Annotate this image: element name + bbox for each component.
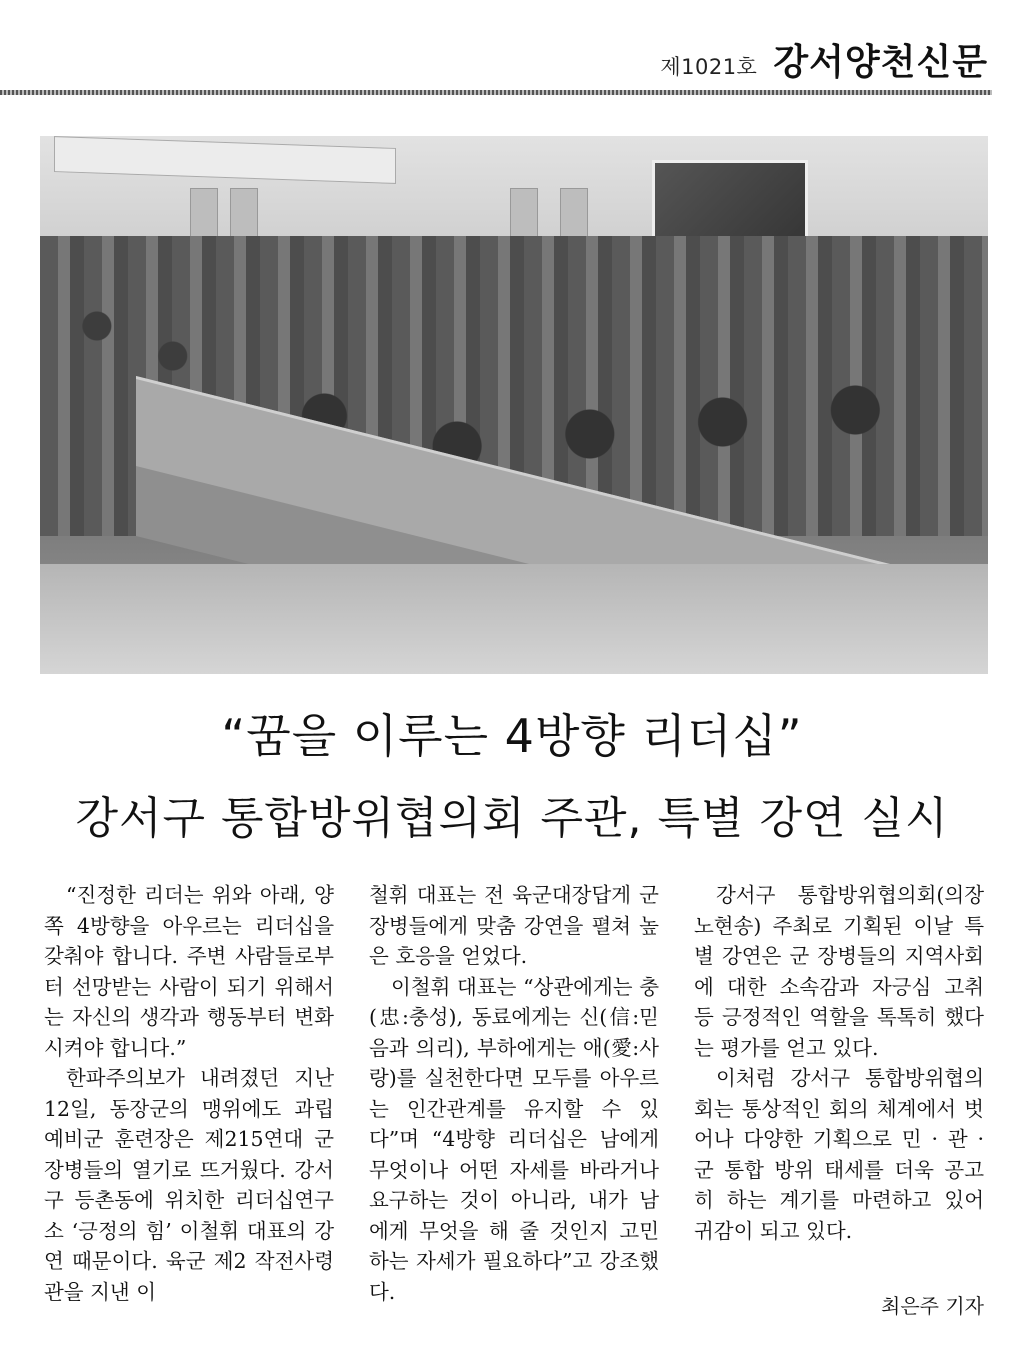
paragraph: 한파주의보가 내려졌던 지난 12일, 동장군의 맹위에도 과립 예비군 훈련장은 제215연대 군장병들의 열기로 뜨거웠다. 강서구 등촌동에 위치한 리더십연구소 ‘긍정의 힘’ 이철휘 대표의 강연 때문이다. 육군 제2 작전사령관을 지낸 이 — [44, 1066, 334, 1304]
headline: “꿈을 이루는 4방향 리더십” — [221, 709, 803, 763]
paragraph: 강서구 통합방위협의회(의장 노현송) 주최로 기획된 이날 특별 강연은 군 장병들의 지역사회에 대한 소속감과 자긍심 고취 등 긍정적인 역할을 톡톡히 했다는 평가를 얻고 있다. — [694, 883, 984, 1060]
header-rule — [0, 90, 992, 95]
masthead — [660, 34, 988, 85]
photo-floor — [40, 564, 988, 674]
article-column-2 — [369, 880, 659, 1307]
subheadline: 강서구 통합방위협의회 주관, 특별 강연 실시 — [75, 793, 949, 844]
article-column-3 — [694, 880, 984, 1246]
paragraph: 이처럼 강서구 통합방위협의회는 통상적인 회의 체계에서 벗어나 다양한 기획으로 민 · 관 · 군 통합 방위 태세를 더욱 공고히 하는 계기를 마련하고 있어 귀감이 되고 있다. — [694, 1066, 984, 1243]
newspaper-name: 강서양천신문 — [773, 42, 988, 83]
paragraph: “진정한 리더는 위와 아래, 양쪽 4방향을 아우르는 리더십을 갖춰야 합니다. 주변 사람들로부터 선망받는 사람이 되기 위해서는 자신의 생각과 행동부터 변화시켜야 합니다.” — [44, 883, 334, 1060]
article-photo — [40, 136, 988, 674]
issue-number: 제1021호 — [660, 55, 758, 79]
paragraph: 이철휘 대표는 “상관에게는 충(忠:충성), 동료에게는 신(信:믿음과 의리), 부하에게는 애(愛:사랑)를 실천한다면 모두를 아우르는 인간관계를 유지할 수 있다”며 “4방향 리더십은 남에게 무엇이나 어떤 자세를 바라거나 요구하는 것이 아니라, 내가 남에게 무엇을 해 줄 것인지 고민하는 자세가 필요하다”고 강조했다. — [369, 974, 659, 1304]
paragraph: 철휘 대표는 전 육군대장답게 군장병들에게 맞춤 강연을 펼쳐 높은 호응을 얻었다. — [369, 883, 659, 968]
byline: 최은주 기자 — [881, 1294, 984, 1318]
article-column-1 — [44, 880, 334, 1307]
